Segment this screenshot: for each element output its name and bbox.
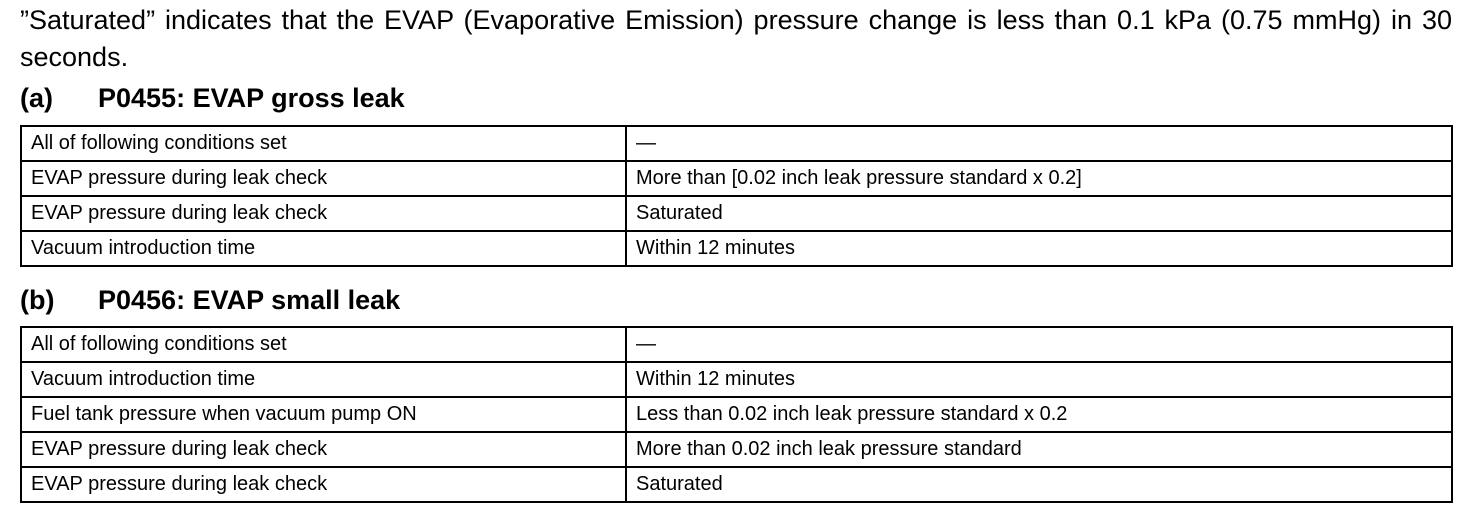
value-cell: More than [0.02 inch leak pressure standard x 0.2] [626,161,1452,196]
table-row [21,161,1452,196]
condition-cell: All of following conditions set [21,126,626,161]
table-row [21,467,1452,502]
value-cell: Within 12 minutes [626,362,1452,397]
table-row [21,231,1452,266]
condition-cell: EVAP pressure during leak check [21,161,626,196]
table-row [21,196,1452,231]
value-cell: Within 12 minutes [626,231,1452,266]
section-b-heading [20,284,400,316]
table-row [21,126,1452,161]
section-b-title: P0456: EVAP small leak [98,285,401,315]
condition-cell: Vacuum introduction time [21,362,626,397]
table-row [21,362,1452,397]
section-b-letter: (b) [20,285,55,315]
table-row [21,432,1452,467]
value-cell: More than 0.02 inch leak pressure standard [626,432,1452,467]
value-cell: Less than 0.02 inch leak pressure standard x 0.2 [626,397,1452,432]
table-row [21,327,1452,362]
section-a-heading [20,82,405,114]
section-a-letter: (a) [20,83,53,113]
intro-paragraph: ”Saturated” indicates that the EVAP (Evaporative Emission) pressure change is less than 0.1 kPa (0.75 mmHg) in 30 seconds. [20,5,1452,72]
value-cell: — [626,327,1452,362]
condition-cell: All of following conditions set [21,327,626,362]
condition-cell: EVAP pressure during leak check [21,467,626,502]
section-a-title: P0455: EVAP gross leak [98,83,405,113]
value-cell: Saturated [626,196,1452,231]
value-cell: — [626,126,1452,161]
condition-cell: Fuel tank pressure when vacuum pump ON [21,397,626,432]
condition-cell: EVAP pressure during leak check [21,196,626,231]
small-leak-conditions-table [20,326,1453,503]
table-row [21,397,1452,432]
value-cell: Saturated [626,467,1452,502]
gross-leak-conditions-table [20,125,1453,267]
condition-cell: EVAP pressure during leak check [21,432,626,467]
condition-cell: Vacuum introduction time [21,231,626,266]
